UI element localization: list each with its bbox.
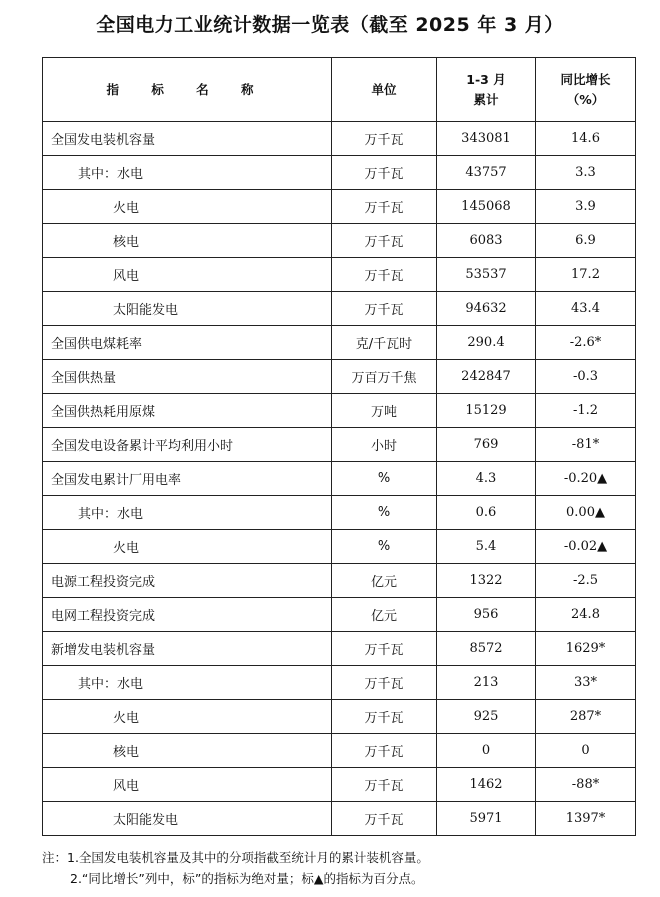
indicator-name-cell: 全国发电累计厂用电率 xyxy=(43,462,332,496)
cumulative-value-cell: 769 xyxy=(437,428,536,462)
unit-cell: % xyxy=(332,530,437,564)
cumulative-value-cell: 1322 xyxy=(437,564,536,598)
indicator-name-cell: 太阳能发电 xyxy=(43,292,332,326)
page-title: 全国电力工业统计数据一览表（截至 2025 年 3 月） xyxy=(96,14,564,36)
unit-cell: 万千瓦 xyxy=(332,734,437,768)
indicator-name-cell: 火电 xyxy=(43,530,332,564)
yoy-growth-cell: -2.5 xyxy=(536,564,636,598)
indicator-name-cell: 太阳能发电 xyxy=(43,802,332,836)
table-row xyxy=(43,122,636,156)
unit-cell: 万千瓦 xyxy=(332,768,437,802)
table-row xyxy=(43,768,636,802)
cumulative-value-cell: 8572 xyxy=(437,632,536,666)
header-yoy-label: 同比增长 xyxy=(560,71,611,87)
indicator-name-cell: 风电 xyxy=(43,258,332,292)
cumulative-value-cell: 1462 xyxy=(437,768,536,802)
indicator-name-cell: 风电 xyxy=(43,768,332,802)
yoy-growth-cell: 43.4 xyxy=(536,292,636,326)
table-row xyxy=(43,360,636,394)
header-yoy-unit: （%） xyxy=(566,91,605,107)
indicator-name-cell: 全国供电煤耗率 xyxy=(43,326,332,360)
cumulative-value-cell: 0.6 xyxy=(437,496,536,530)
yoy-growth-cell: 1397* xyxy=(536,802,636,836)
table-row xyxy=(43,564,636,598)
yoy-growth-cell: 24.8 xyxy=(536,598,636,632)
cumulative-value-cell: 94632 xyxy=(437,292,536,326)
unit-cell: 万吨 xyxy=(332,394,437,428)
header-unit: 单位 xyxy=(332,58,437,122)
yoy-growth-cell: 33* xyxy=(536,666,636,700)
indicator-name-cell: 全国发电设备累计平均利用小时 xyxy=(43,428,332,462)
table-row xyxy=(43,394,636,428)
unit-cell: 万千瓦 xyxy=(332,632,437,666)
yoy-growth-cell: -0.02▲ xyxy=(536,530,636,564)
yoy-growth-cell: -0.3 xyxy=(536,360,636,394)
unit-cell: 万千瓦 xyxy=(332,156,437,190)
header-cumulative-period: 1-3 月 xyxy=(466,71,506,87)
cumulative-value-cell: 43757 xyxy=(437,156,536,190)
unit-cell: 万千瓦 xyxy=(332,700,437,734)
unit-cell: 小时 xyxy=(332,428,437,462)
statistics-table xyxy=(42,57,636,836)
unit-cell: 亿元 xyxy=(332,598,437,632)
cumulative-value-cell: 290.4 xyxy=(437,326,536,360)
table-row xyxy=(43,190,636,224)
yoy-growth-cell: -2.6* xyxy=(536,326,636,360)
cumulative-value-cell: 5971 xyxy=(437,802,536,836)
table-row xyxy=(43,462,636,496)
header-cumulative xyxy=(437,58,536,122)
cumulative-value-cell: 242847 xyxy=(437,360,536,394)
unit-cell: 万千瓦 xyxy=(332,190,437,224)
indicator-name-cell: 新增发电装机容量 xyxy=(43,632,332,666)
unit-cell: % xyxy=(332,462,437,496)
indicator-name-cell: 火电 xyxy=(43,700,332,734)
table-row xyxy=(43,802,636,836)
unit-cell: 克/千瓦时 xyxy=(332,326,437,360)
yoy-growth-cell: 3.3 xyxy=(536,156,636,190)
indicator-name-cell: 电源工程投资完成 xyxy=(43,564,332,598)
unit-cell: 万千瓦 xyxy=(332,224,437,258)
cumulative-value-cell: 6083 xyxy=(437,224,536,258)
yoy-growth-cell: 1629* xyxy=(536,632,636,666)
yoy-growth-cell: 17.2 xyxy=(536,258,636,292)
unit-cell: 万百万千焦 xyxy=(332,360,437,394)
yoy-growth-cell: -1.2 xyxy=(536,394,636,428)
yoy-growth-cell: 0 xyxy=(536,734,636,768)
table-row xyxy=(43,496,636,530)
cumulative-value-cell: 956 xyxy=(437,598,536,632)
unit-cell: % xyxy=(332,496,437,530)
indicator-name-cell: 全国供热量 xyxy=(43,360,332,394)
table-body xyxy=(43,122,636,836)
table-row xyxy=(43,258,636,292)
table-row xyxy=(43,734,636,768)
yoy-growth-cell: -81* xyxy=(536,428,636,462)
unit-cell: 万千瓦 xyxy=(332,666,437,700)
indicator-name-cell: 全国供热耗用原煤 xyxy=(43,394,332,428)
cumulative-value-cell: 5.4 xyxy=(437,530,536,564)
table-row xyxy=(43,292,636,326)
unit-cell: 万千瓦 xyxy=(332,122,437,156)
footnote-2: 2.“同比增长”列中，标”的指标为绝对量；标▲的指标为百分点。 xyxy=(70,871,424,886)
footnotes xyxy=(42,847,642,889)
table-row xyxy=(43,224,636,258)
indicator-name-cell: 核电 xyxy=(43,734,332,768)
cumulative-value-cell: 343081 xyxy=(437,122,536,156)
yoy-growth-cell: -0.20▲ xyxy=(536,462,636,496)
cumulative-value-cell: 53537 xyxy=(437,258,536,292)
unit-cell: 万千瓦 xyxy=(332,258,437,292)
footnote-1: 注：1.全国发电装机容量及其中的分项指截至统计月的累计装机容量。 xyxy=(42,850,429,865)
indicator-name-cell: 核电 xyxy=(43,224,332,258)
indicator-name-cell: 火电 xyxy=(43,190,332,224)
indicator-name-cell: 其中：水电 xyxy=(43,666,332,700)
table-row xyxy=(43,700,636,734)
table-row xyxy=(43,598,636,632)
table-row xyxy=(43,428,636,462)
table-row xyxy=(43,666,636,700)
yoy-growth-cell: 3.9 xyxy=(536,190,636,224)
table-row xyxy=(43,530,636,564)
cumulative-value-cell: 4.3 xyxy=(437,462,536,496)
header-cumulative-label: 累计 xyxy=(473,91,499,107)
unit-cell: 万千瓦 xyxy=(332,292,437,326)
header-yoy xyxy=(536,58,636,122)
yoy-growth-cell: 14.6 xyxy=(536,122,636,156)
table-row xyxy=(43,326,636,360)
cumulative-value-cell: 925 xyxy=(437,700,536,734)
table-row xyxy=(43,156,636,190)
yoy-growth-cell: 287* xyxy=(536,700,636,734)
indicator-name-cell: 其中：水电 xyxy=(43,156,332,190)
header-indicator-name: 指 标 名 称 xyxy=(43,58,332,122)
unit-cell: 万千瓦 xyxy=(332,802,437,836)
indicator-name-cell: 其中：水电 xyxy=(43,496,332,530)
table-row xyxy=(43,632,636,666)
indicator-name-cell: 全国发电装机容量 xyxy=(43,122,332,156)
yoy-growth-cell: 6.9 xyxy=(536,224,636,258)
cumulative-value-cell: 145068 xyxy=(437,190,536,224)
unit-cell: 亿元 xyxy=(332,564,437,598)
cumulative-value-cell: 0 xyxy=(437,734,536,768)
cumulative-value-cell: 15129 xyxy=(437,394,536,428)
indicator-name-cell: 电网工程投资完成 xyxy=(43,598,332,632)
yoy-growth-cell: 0.00▲ xyxy=(536,496,636,530)
yoy-growth-cell: -88* xyxy=(536,768,636,802)
table-header-row xyxy=(43,58,636,122)
cumulative-value-cell: 213 xyxy=(437,666,536,700)
